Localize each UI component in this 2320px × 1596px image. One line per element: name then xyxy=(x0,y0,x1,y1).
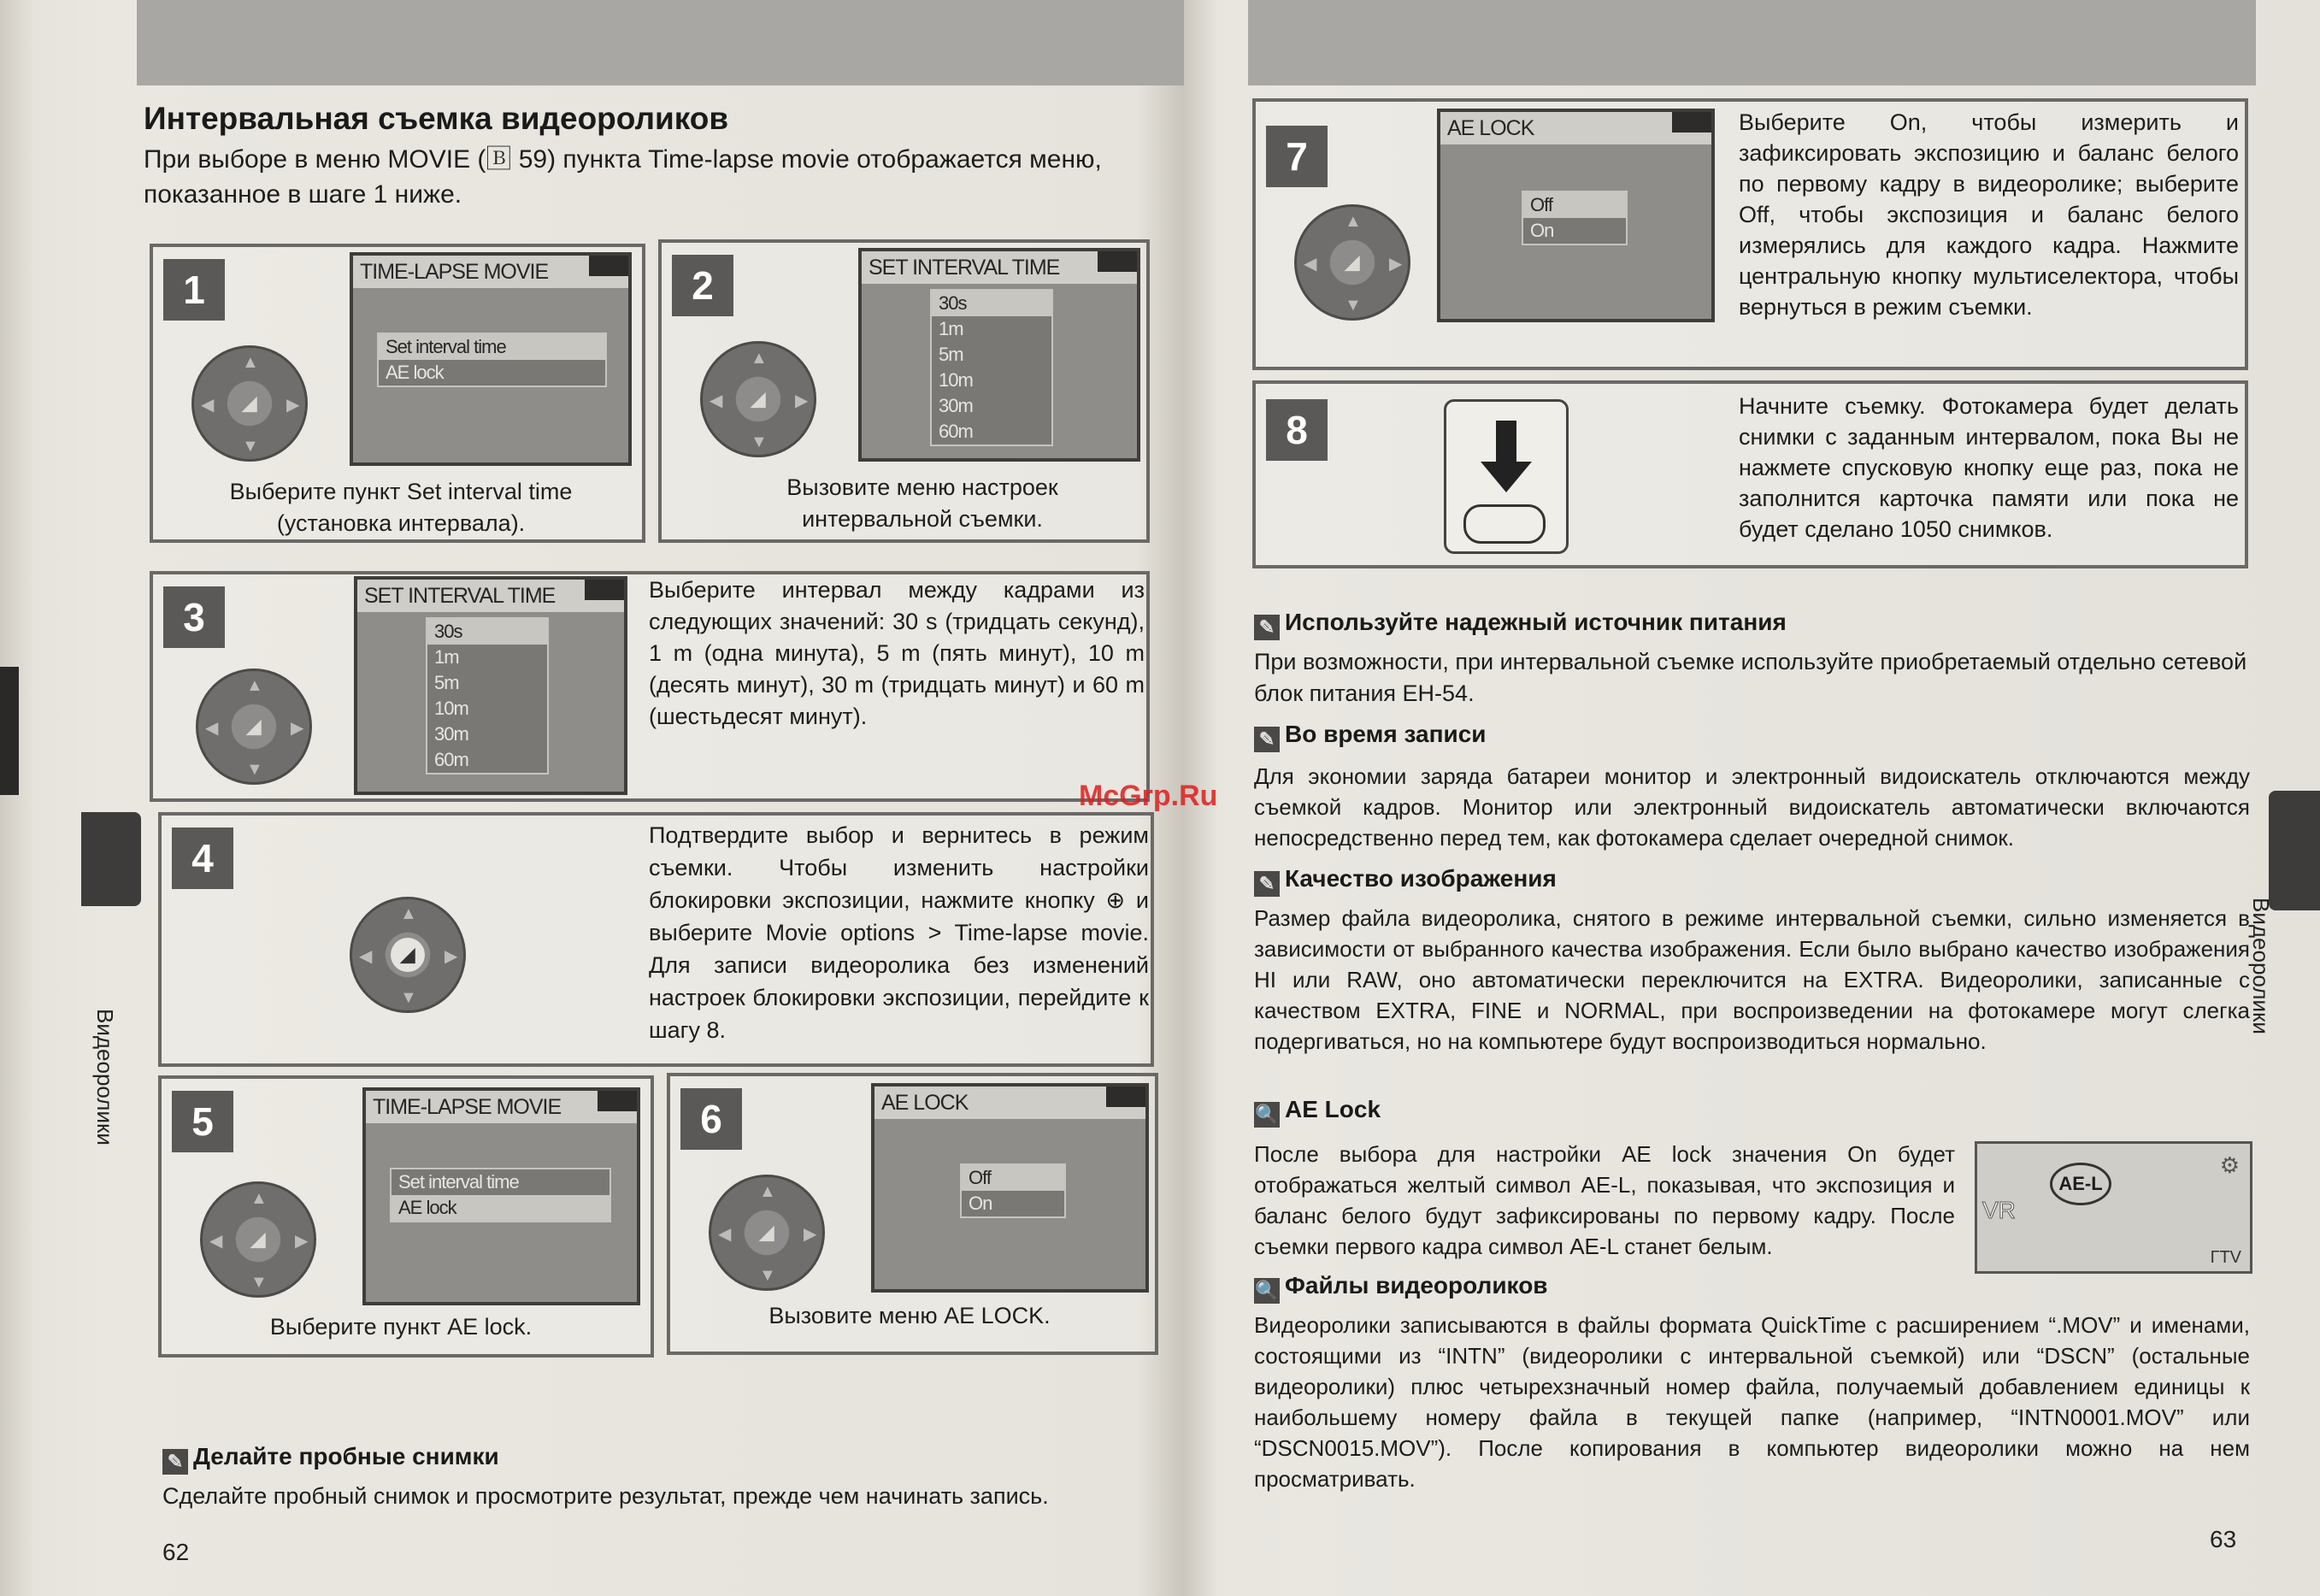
step-number: 1 xyxy=(163,259,225,321)
pencil-icon: ✎ xyxy=(1254,871,1280,897)
note-heading-ae-lock: 🔍 AE Lock xyxy=(1254,1096,1381,1128)
step-6 xyxy=(667,1073,1158,1355)
note-heading-recording: ✎ Во время записи xyxy=(1254,721,1486,752)
screen-title: TIME-LAPSE MOVIE xyxy=(366,1091,637,1123)
step-2 xyxy=(658,239,1150,543)
gear-icon: ⚙ xyxy=(2219,1152,2240,1178)
vr-indicator: VR xyxy=(1982,1197,2016,1223)
step-8 xyxy=(1252,380,2248,568)
multi-selector-icon: ▲ ▼ ◀ ▶ ◢ xyxy=(1294,204,1410,321)
menu-item: 30s xyxy=(427,619,547,645)
camera-screen xyxy=(871,1083,1149,1293)
multi-selector-icon: ▲ ▼ ◀ ▶ ◢ xyxy=(709,1175,825,1291)
note-text-recording: Для экономии заряда батареи монитор и электронный видоискатель отключаются между съемкой кадров. Монитор или электронный видоискатель автоматически включаются непосредственно перед тем, как фотокамера сделает очередной снимок. xyxy=(1254,763,2250,851)
screen-title: SET INTERVAL TIME xyxy=(357,580,624,612)
menu-item: On xyxy=(969,1193,992,1214)
magnifier-icon: 🔍 xyxy=(1254,1102,1280,1128)
step-number: 8 xyxy=(1266,399,1328,461)
note-text-quality: Размер файла видеоролика, снятого в режиме интервальной съемки, сильно изменяется в зависимости от выбранного качества изображения. Если было выбрано качество изображения HI или RAW, оно автоматически переключится на EXTRA. Видеоролики, записанные с качеством EXTRA, FINE и NORMAL, при воспроизведении на фотокамере могут слегка подергиваться, но на компьютере будут воспроизводиться нормально. xyxy=(1254,905,2250,1054)
menu-item: 30s xyxy=(932,291,1051,316)
menu-item: Off xyxy=(1523,192,1626,218)
step-number: 4 xyxy=(172,827,233,889)
step-text: Выберите On, чтобы измерить и зафиксировать экспозицию и баланс белого по первому кадру в видеоролике; выберите Off, чтобы экспозиция и баланс белого измерялись для каждого кадра. Нажмите центральную кнопку мультиселектора, чтобы вернуться в режим съемки. xyxy=(1739,109,2239,320)
menu-item: 30m xyxy=(434,723,468,745)
note-text-power: При возможности, при интервальной съемке используйте приобретаемый отдельно сетевой блок питания EH-54. xyxy=(1254,649,2247,706)
step-7 xyxy=(1252,98,2248,370)
top-band xyxy=(137,0,1184,85)
section-tab xyxy=(81,812,141,906)
screen-menu xyxy=(960,1163,1066,1218)
watermark: McGrp.Ru xyxy=(1079,780,1218,812)
note-text-files: Видеоролики записываются в файлы формата QuickTime с расширением “.MOV” и именами, состоящими из “INTN” (видеоролики с интервальной съемкой) или “DSCN” (остальные видеоролики) плюс четырехзначный номер файла, получаемый добавлением единицы к наибольшему номеру файла в текущей папке (например, “INTN0001.MOV” или “DSCN0015.MOV”). После копирования в компьютер видеоролики можно на нем просматривать. xyxy=(1254,1312,2250,1492)
pencil-icon: ✎ xyxy=(162,1449,188,1475)
step-caption: Вызовите меню настроек интервальной съемки. xyxy=(786,474,1058,532)
step-text: Подтвердите выбор и вернитесь в режим съемки. Чтобы изменить настройки блокировки экспозиции, нажмите кнопку ⊕ и выберите Movie options > Time-lapse movie. Для записи видеоролика без изменений настроек блокировки экспозиции, перейдите к шагу 8. xyxy=(649,822,1149,1043)
multi-selector-icon: ▲ ▼ ◀ ▶ ◢ xyxy=(200,1181,316,1298)
screen-menu xyxy=(377,333,607,387)
menu-item: 1m xyxy=(434,646,459,668)
screen-title: AE LOCK xyxy=(874,1087,1145,1119)
menu-item: AE lock xyxy=(392,1195,609,1221)
step-text: Выберите интервал между кадрами из следующих значений: 30 s (тридцать секунд), 1 m (одна минута), 5 m (пять минут), 10 m (десять минут), 30 m (тридцать минут) и 60 m (шестьдесят минут). xyxy=(649,577,1145,729)
screen-title: TIME-LAPSE MOVIE xyxy=(353,256,628,288)
section-tab xyxy=(2269,791,2320,910)
top-band xyxy=(1248,0,2256,85)
note-heading-quality: ✎ Качество изображения xyxy=(1254,865,1557,897)
step-number: 2 xyxy=(672,255,733,316)
multi-selector-icon: ▲ ▼ ◀ ▶ ◢ xyxy=(350,897,466,1013)
note-heading: ✎ Делайте пробные снимки xyxy=(162,1443,499,1475)
pencil-icon: ✎ xyxy=(1254,727,1280,752)
step-caption: Выберите пункт AE lock. xyxy=(269,1314,533,1340)
note-heading-files: 🔍 Файлы видеороликов xyxy=(1254,1272,1548,1304)
camera-screen xyxy=(362,1087,640,1305)
step-1 xyxy=(150,244,645,543)
step-text: Начните съемку. Фотокамера будет делать снимки с заданным интервалом, пока Вы не нажмете спусковую кнопку еще раз, пока не заполнится карточка памяти или пока не будет сделано 1050 снимков. xyxy=(1739,393,2239,542)
menu-item: Set interval time xyxy=(379,334,605,360)
step-4 xyxy=(158,812,1154,1067)
menu-item: 1m xyxy=(939,318,963,339)
camera-screen xyxy=(858,248,1140,462)
note-text: Сделайте пробный снимок и просмотрите результат, прежде чем начинать запись. xyxy=(162,1483,1049,1509)
camera-screen xyxy=(350,252,632,466)
menu-item: 60m xyxy=(434,749,468,770)
step-number: 7 xyxy=(1266,126,1328,187)
shutter-press-icon xyxy=(1444,399,1569,554)
intro-text: При выборе в меню MOVIE (🄱 59) пункта Time-lapse movie отображается меню, показанное в шаге 1 ниже. xyxy=(144,145,1102,209)
menu-item: AE lock xyxy=(386,362,444,383)
note-heading-power: ✎ Используйте надежный источник питания xyxy=(1254,609,1787,640)
screen-menu xyxy=(426,617,549,774)
page-number: 62 xyxy=(162,1539,190,1565)
right-page xyxy=(1184,0,2320,1596)
mode-indicator: ГTV xyxy=(2210,1248,2241,1267)
step-caption: Выберите пункт Set interval time (установка интервала). xyxy=(229,479,573,536)
multi-selector-icon: ▲ ▼ ◀ ▶ ◢ xyxy=(191,345,308,462)
menu-item: 5m xyxy=(939,344,963,365)
step-number: 3 xyxy=(163,586,225,648)
menu-item: 30m xyxy=(939,395,973,416)
ae-l-badge: AE-L xyxy=(2050,1163,2111,1205)
multi-selector-icon: ▲ ▼ ◀ ▶ ◢ xyxy=(700,341,816,457)
camera-screen xyxy=(354,576,627,795)
step-5 xyxy=(158,1075,654,1357)
screen-title: SET INTERVAL TIME xyxy=(862,251,1137,284)
step-3 xyxy=(150,571,1150,802)
binding-marks xyxy=(0,667,19,795)
note-text-ae-lock: После выбора для настройки AE lock значения On будет отображаться желтый символ AE-L, показывая, что экспозиция и баланс белого будут зафиксированы по первому кадру. После съемки первого кадра символ AE-L станет белым. xyxy=(1254,1141,1955,1259)
step-number: 6 xyxy=(680,1088,742,1150)
multi-selector-icon: ▲ ▼ ◀ ▶ ◢ xyxy=(196,668,312,785)
page-title: Интервальная съемка видеороликов xyxy=(144,101,729,136)
menu-item: On xyxy=(1530,220,1554,241)
ae-lock-screen xyxy=(1975,1141,2252,1274)
side-label: Видеоролики xyxy=(2248,898,2274,1034)
step-number: 5 xyxy=(172,1091,233,1152)
screen-menu xyxy=(1522,191,1628,245)
step-caption: Вызовите меню AE LOCK. xyxy=(768,1303,1051,1328)
menu-item: 60m xyxy=(939,421,973,442)
screen-menu xyxy=(390,1168,611,1222)
menu-item: 10m xyxy=(434,698,468,719)
camera-screen xyxy=(1437,109,1715,322)
screen-menu xyxy=(930,289,1053,446)
menu-item: 10m xyxy=(939,369,973,391)
page-number: 63 xyxy=(2210,1526,2237,1552)
menu-item: 5m xyxy=(434,672,459,693)
menu-item: Set interval time xyxy=(398,1171,519,1193)
screen-title: AE LOCK xyxy=(1440,112,1711,144)
pencil-icon: ✎ xyxy=(1254,615,1280,640)
side-label: Видеоролики xyxy=(92,1009,118,1145)
menu-item: Off xyxy=(962,1165,1064,1191)
magnifier-icon: 🔍 xyxy=(1254,1278,1280,1304)
